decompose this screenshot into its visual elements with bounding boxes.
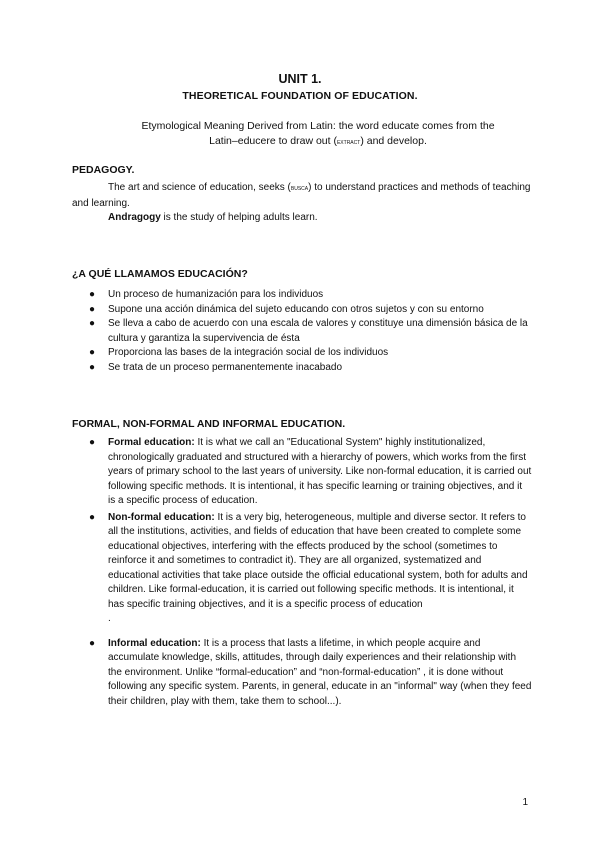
andragogy-line <box>72 211 532 226</box>
list-item: ● Un proceso de humanización para los individuos <box>72 288 532 303</box>
types-heading: FORMAL, NON-FORMAL AND INFORMAL EDUCATION. <box>72 418 346 430</box>
list-item-formal <box>72 436 532 509</box>
page-number: 1 <box>522 797 528 808</box>
nonformal-trail: . <box>108 613 111 624</box>
bullet-icon: ● <box>89 347 96 358</box>
educacion-heading: ¿A QUÉ LLAMAMOS EDUCACIÓN? <box>72 268 248 280</box>
andragogy-text: is the study of helping adults learn. <box>160 212 318 223</box>
pedagogy-paragraph <box>72 181 532 226</box>
informal-term: Informal education: <box>108 637 201 649</box>
list-item: ● Se lleva a cabo de acuerdo con una escala de valores y constituye una dimensión básica de la cultura y garantiza la supervivencia de ésta <box>89 318 528 344</box>
list-item-informal <box>72 637 532 710</box>
pedagogy-small-note: BUSCA <box>290 186 309 192</box>
bullet-icon: ● <box>89 303 96 315</box>
nonformal-term: Non-formal education: <box>108 511 215 523</box>
bullet-icon: ● <box>89 361 96 373</box>
bullet-icon: ● <box>89 437 96 448</box>
pedagogy-text-b: ) to understand practices and methods of teaching and learning. <box>72 182 531 209</box>
pedagogy-text-a: The art and science of education, seeks ( <box>108 182 291 193</box>
etymology-line1: Etymological Meaning Derived from Latin: the word educate comes from the <box>141 120 495 132</box>
formal-text: It is what we call an "Educational System" highly institutionalized, chronologically graduated and structured with a hierarchy of powers, which works from the first years of primary school to the last years of university. Like non-formal education, it is carried out following specific methods. It is intentional, it has specific learning or training objectives, and it is a specific process of education. <box>108 437 532 506</box>
etymology-paragraph <box>100 119 536 151</box>
list-item: ● Se trata de un proceso permanentemente inacabado <box>72 361 532 376</box>
etymology-line2b: ) and develop. <box>360 135 427 147</box>
unit-title: UNIT 1. <box>278 72 322 86</box>
unit-subtitle: THEORETICAL FOUNDATION OF EDUCATION. <box>182 90 418 102</box>
educacion-list <box>72 288 532 375</box>
pedagogy-definition <box>72 181 532 211</box>
bullet-icon: ● <box>89 637 96 649</box>
etymology-small-note: EXTRACT <box>336 140 361 146</box>
pedagogy-heading: PEDAGOGY. <box>72 164 135 176</box>
informal-text: It is a process that lasts a lifetime, in which people acquire and accumulate knowledge, skills, attitudes, through daily experiences and their relationship with the environment. Unlike “formal-education” and “non-formal-education” , it is done without following any specific system. Parents, in general, educate in an "informal" way (when they feed their children, play with them, take them to school...). <box>108 637 532 707</box>
list-item-nonformal <box>72 511 532 627</box>
list-item: ● Supone una acción dinámica del sujeto educando con otros sujetos y con su entorno <box>72 303 532 318</box>
etymology-line2a: Latin–educere to draw out ( <box>209 135 337 147</box>
nonformal-text: It is a very big, heterogeneous, multiple and diverse sector. It refers to all the institutions, activities, and fields of education that have been created to complete some educational objectives, interfering with the effects produced by the school (sometimes to reinforce it and sometimes to contradict it). They are all organized, systematized and educational activities that take place outside the official educational system, both for adults and children. Like formal-education, it is carried out following specific methods. It is intentional, it has specific training objectives, and it is a specific process of education <box>108 511 528 610</box>
formal-term: Formal education: <box>108 437 195 448</box>
types-list <box>72 436 532 709</box>
andragogy-term: Andragogy <box>108 212 161 223</box>
bullet-icon: ● <box>89 511 96 523</box>
bullet-icon: ● <box>89 289 96 300</box>
list-item: ● Proporciona las bases de la integración social de los individuos <box>72 346 532 361</box>
bullet-icon: ● <box>89 318 96 329</box>
